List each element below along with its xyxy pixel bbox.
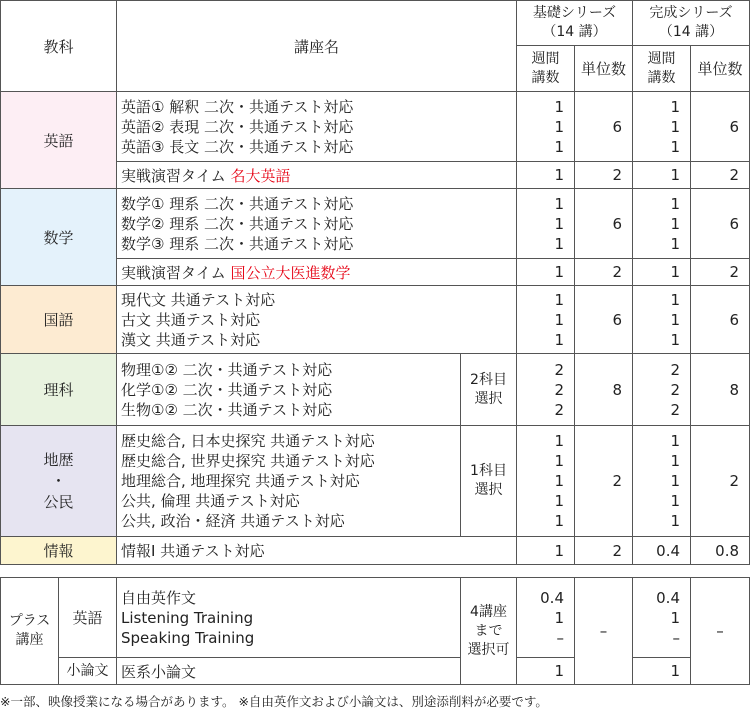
header-course: 講座名: [117, 1, 517, 92]
header-complete-weekly: 週間 講数: [633, 46, 691, 92]
header-basic-weekly: 週間 講数: [517, 46, 575, 92]
math-practice-basic-weekly: 1: [517, 259, 575, 286]
subject-math: 数学: [1, 189, 117, 286]
subject-japanese: 国語: [1, 286, 117, 354]
plus-essay-course: 医系小論文: [117, 658, 461, 685]
english-practice-complete-weekly: 1: [633, 162, 691, 189]
japanese-complete-weekly: 1 1 1: [633, 286, 691, 354]
japanese-basic-units: 6: [575, 286, 633, 354]
social-courses: 歴史総合, 日本史探究 共通テスト対応 歴史総合, 世界史探究 共通テスト対応 地理総合, 地理探究 共通テスト対応 公共, 倫理 共通テスト対応 公共, 政治・経済 共通テスト対応: [117, 426, 461, 537]
japanese-basic-weekly: 1 1 1: [517, 286, 575, 354]
header-complete-series: 完成シリーズ （14 講）: [633, 1, 750, 46]
subject-english: 英語: [1, 92, 117, 189]
info-course: 情報Ⅰ 共通テスト対応: [117, 537, 517, 565]
math-complete-units: 6: [691, 189, 750, 259]
plus-basic-units: –: [575, 578, 633, 685]
science-complete-weekly: 2 2 2: [633, 354, 691, 426]
social-select: 1科目 選択: [461, 426, 517, 537]
header-complete-units: 単位数: [691, 46, 750, 92]
plus-english-label: 英語: [59, 578, 117, 658]
english-practice: 実戦演習タイム 名大英語: [117, 162, 517, 189]
math-practice-basic-units: 2: [575, 259, 633, 286]
plus-essay-basic-weekly: 1: [517, 658, 575, 685]
english-practice-basic-units: 2: [575, 162, 633, 189]
subject-info: 情報: [1, 537, 117, 565]
english-practice-basic-weekly: 1: [517, 162, 575, 189]
english-basic-weekly: 1 1 1: [517, 92, 575, 162]
plus-course-table: [0, 577, 750, 685]
social-complete-units: 2: [691, 426, 750, 537]
english-basic-units: 6: [575, 92, 633, 162]
header-basic-units: 単位数: [575, 46, 633, 92]
info-complete-units: 0.8: [691, 537, 750, 565]
subject-science: 理科: [1, 354, 117, 426]
science-courses: 物理①② 二次・共通テスト対応 化学①② 二次・共通テスト対応 生物①② 二次・共通テスト対応: [117, 354, 461, 426]
math-basic-weekly: 1 1 1: [517, 189, 575, 259]
japanese-complete-units: 6: [691, 286, 750, 354]
header-basic-series: 基礎シリーズ （14 講）: [517, 1, 633, 46]
math-courses: 数学① 理系 二次・共通テスト対応 数学② 理系 二次・共通テスト対応 数学③ 理系 二次・共通テスト対応: [117, 189, 517, 259]
plus-english-courses: 自由英作文 Listening Training Speaking Training: [117, 578, 461, 658]
social-complete-weekly: 1 1 1 1 1: [633, 426, 691, 537]
math-complete-weekly: 1 1 1: [633, 189, 691, 259]
math-practice-complete-weekly: 1: [633, 259, 691, 286]
header-subject: 教科: [1, 1, 117, 92]
plus-select: 4講座 まで 選択可: [461, 578, 517, 685]
science-basic-units: 8: [575, 354, 633, 426]
english-practice-complete-units: 2: [691, 162, 750, 189]
subject-social: 地歴 ・ 公民: [1, 426, 117, 537]
english-complete-units: 6: [691, 92, 750, 162]
plus-label: プラス 講座: [1, 578, 59, 685]
math-practice: 実戦演習タイム 国公立大医進数学: [117, 259, 517, 286]
math-practice-complete-units: 2: [691, 259, 750, 286]
plus-complete-units: –: [691, 578, 750, 685]
science-select: 2科目 選択: [461, 354, 517, 426]
science-basic-weekly: 2 2 2: [517, 354, 575, 426]
info-basic-weekly: 1: [517, 537, 575, 565]
english-courses: 英語① 解釈 二次・共通テスト対応 英語② 表現 二次・共通テスト対応 英語③ 長文 二次・共通テスト対応: [117, 92, 517, 162]
social-basic-weekly: 1 1 1 1 1: [517, 426, 575, 537]
japanese-courses: 現代文 共通テスト対応 古文 共通テスト対応 漢文 共通テスト対応: [117, 286, 517, 354]
footnote: ※一部、映像授業になる場合があります。 ※自由英作文および小論文は、別途添削料が必要です。: [0, 694, 548, 709]
info-complete-weekly: 0.4: [633, 537, 691, 565]
english-complete-weekly: 1 1 1: [633, 92, 691, 162]
social-basic-units: 2: [575, 426, 633, 537]
info-basic-units: 2: [575, 537, 633, 565]
plus-complete-weekly: 0.4 1 –: [633, 578, 691, 658]
plus-basic-weekly: 0.4 1 –: [517, 578, 575, 658]
science-complete-units: 8: [691, 354, 750, 426]
math-basic-units: 6: [575, 189, 633, 259]
plus-essay-complete-weekly: 1: [633, 658, 691, 685]
plus-essay-label: 小論文: [59, 658, 117, 685]
